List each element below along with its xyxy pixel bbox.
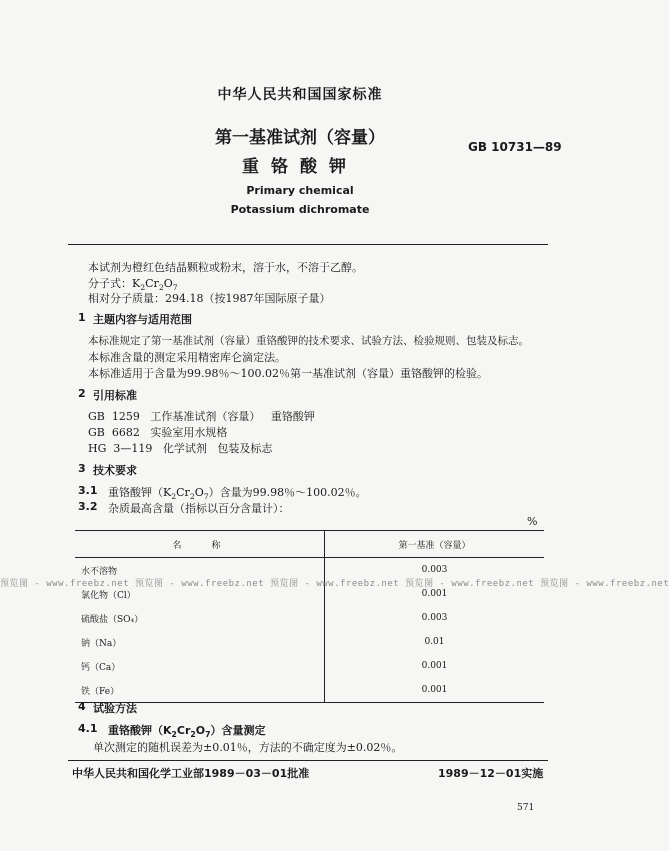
impurity-value: 0.003	[421, 613, 448, 623]
intro-description: 本试剂为橙红色结晶颗粒或粉末，溶于水，不溶于乙醇。	[88, 261, 363, 274]
impurity-value: 0.001	[421, 589, 448, 599]
reference-hg3119: HG 3—119 化学试剂 包装及标志	[88, 442, 273, 455]
impurity-table	[75, 530, 544, 703]
impurity-name: 硫酸盐（SO₄）	[75, 606, 325, 630]
top-divider	[68, 244, 548, 245]
section4-heading: 试验方法	[93, 702, 137, 715]
molecular-formula: 分子式：$K_2Cr_2O_7$	[88, 277, 178, 293]
clause31-text: 重铬酸钾$(K_2Cr_2O_7)$含量为99.98％～100.02％。	[108, 486, 367, 502]
column-header-name: 名称	[75, 531, 325, 558]
section2-heading: 引用标准	[93, 389, 137, 402]
impurity-value: 0.003	[421, 565, 448, 575]
watermark-text: 预览图 - www.freebz.net 预览图 - www.freebz.net 预览图 - www.freebz.net 预览图 - www.freebz.net 预览图 - www.freebz.net	[0, 579, 669, 589]
approval-line: 中华人民共和国化学工业部1989－03－01批准	[72, 767, 310, 780]
clause41-number: 4.1	[78, 722, 98, 735]
impurity-name: 氯化物（Cl）	[75, 582, 325, 606]
reference-gb1259: GB 1259 工作基准试剂（容量） 重铬酸钾	[88, 410, 315, 423]
section1-number: 1	[78, 311, 86, 324]
title-english-line1: Primary chemical	[246, 184, 354, 197]
section3-heading: 技术要求	[93, 464, 137, 477]
subtitle-chinese: 重铬酸钾	[242, 157, 358, 177]
impurity-value: 0.001	[421, 661, 448, 671]
section2-number: 2	[78, 387, 86, 400]
clause31-number: 3.1	[78, 484, 98, 497]
bottom-divider	[68, 760, 548, 761]
section1-heading: 主题内容与适用范围	[93, 313, 192, 326]
reference-gb6682: GB 6682 实验室用水规格	[88, 426, 228, 439]
standard-number: GB 10731—89	[468, 140, 562, 154]
title-chinese: 第一基准试剂（容量）	[215, 128, 385, 148]
page-number: 571	[517, 803, 535, 813]
table-row	[75, 606, 544, 630]
impurity-name: 钙（Ca）	[75, 654, 325, 678]
impurity-value: 0.01	[424, 637, 445, 647]
molecular-weight: 相对分子质量：294.18（按1987年国际原子量）	[88, 292, 331, 305]
percent-unit: %	[527, 515, 538, 528]
impurity-name: 铁（Fe）	[75, 678, 325, 703]
table-row	[75, 630, 544, 654]
impurity-name: 钠（Na）	[75, 630, 325, 654]
implementation-date: 1989－12－01实施	[438, 767, 544, 780]
impurity-value: 0.001	[325, 678, 545, 703]
table-row	[75, 654, 544, 678]
table-row	[75, 678, 544, 703]
section1-paragraph3: 本标准适用于含量为99.98％～100.02％第一基准试剂（容量）重铬酸钾的检验。	[88, 367, 488, 380]
clause32-text: 杂质最高含量（指标以百分含量计）：	[108, 502, 290, 515]
section3-number: 3	[78, 462, 86, 475]
table-header-row	[75, 531, 544, 558]
national-standard-label: 中华人民共和国国家标准	[217, 87, 383, 103]
section1-paragraph1: 本标准规定了第一基准试剂（容量）重铬酸钾的技术要求、试验方法、检验规则、包装及标志。	[88, 335, 529, 347]
title-english-line2: Potassium dichromate	[230, 203, 370, 216]
clause41-heading: 重铬酸钾$(K_2Cr_2O_7)$含量测定	[108, 724, 266, 740]
section4-number: 4	[78, 700, 86, 713]
section1-paragraph2: 本标准含量的测定采用精密库仑滴定法。	[88, 351, 286, 364]
clause41-text: 单次测定的随机误差为±0.01％，方法的不确定度为±0.02％。	[93, 741, 403, 754]
impurity-name: 水不溶物	[75, 558, 325, 583]
clause32-number: 3.2	[78, 500, 98, 513]
column-header-value: 第一基准（容量）	[325, 531, 545, 558]
